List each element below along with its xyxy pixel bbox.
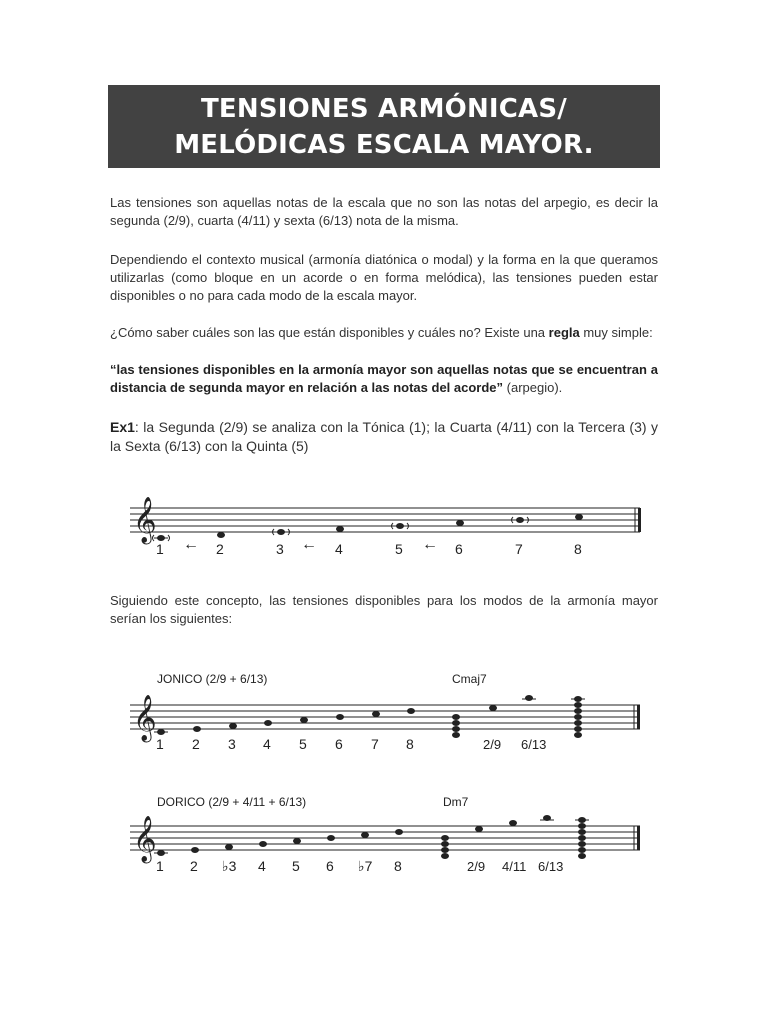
treble-clef-icon: 𝄞 (133, 696, 157, 740)
treble-clef-icon: 𝄞 (133, 817, 157, 861)
tension-label: 4/11 (502, 859, 527, 874)
scale-degree: 4 (335, 541, 343, 557)
paragraph-context: Dependiendo el contexto musical (armonía diatónica o modal) y la forma en la que queramos utilizarlas (como bloque en un acorde o en forma melódica), las tensiones pueden estar disponibles o no para cada modo de la escala mayor. (110, 252, 658, 303)
title-line-2: MELÓDICAS ESCALA MAYOR. (174, 129, 594, 160)
scale-degree: 4 (258, 858, 266, 874)
example-text: : la Segunda (2/9) se analiza con la Tónica (1); la Cuarta (4/11) con la Tercera (3) y la Sexta (6/13) con la Quinta (5) (110, 419, 658, 454)
scale-degree: 5 (292, 858, 300, 874)
staff-dorico (0, 790, 768, 885)
scale-degree: 1 (156, 736, 164, 752)
arrow-left-icon: ← (301, 536, 317, 553)
arrow-left-icon: ← (183, 536, 199, 553)
tension-label: 2/9 (483, 737, 502, 752)
paragraph-rule (110, 361, 658, 397)
rule-end: (arpegio). (503, 380, 563, 395)
paragraph-question (110, 324, 658, 342)
tension-label: 6/13 (538, 859, 564, 874)
scale-degree: 2 (216, 541, 224, 557)
scale-degree: 8 (406, 736, 414, 752)
question-bold: regla (548, 325, 580, 340)
scale-degree: 5 (395, 541, 403, 557)
scale-degree: 4 (263, 736, 271, 752)
question-end: muy simple: (579, 325, 653, 340)
paragraph-intro: Las tensiones son aquellas notas de la escala que no son las notas del arpegio, es decir la segunda (2/9), cuarta (4/11) y sexta (6/13) nota de la misma. (110, 195, 658, 228)
mode-label-jonico: JONICO (2/9 + 6/13) (157, 672, 268, 686)
scale-degree: ♭3 (222, 858, 237, 874)
scale-degree: 8 (394, 858, 402, 874)
scale-degree: 5 (299, 736, 307, 752)
paragraph-modes: Siguiendo este concepto, las tensiones disponibles para los modos de la armonía mayor serían los siguientes: (110, 593, 658, 626)
chord-symbol-dm7: Dm7 (443, 795, 469, 809)
document-title (108, 85, 660, 168)
rule-bold: “las tensiones disponibles en la armonía mayor son aquellas notas que se encuentran a distancia de segunda mayor en relación a las notas del acorde” (110, 362, 658, 395)
scale-degree: 3 (276, 541, 284, 557)
scale-degree: 7 (515, 541, 523, 557)
example-label: Ex1 (110, 419, 135, 435)
scale-degree: 7 (371, 736, 379, 752)
paragraph-example (110, 418, 658, 456)
scale-degree: 6 (455, 541, 463, 557)
mode-label-dorico: DORICO (2/9 + 4/11 + 6/13) (157, 795, 307, 809)
scale-degree: ♭7 (358, 858, 373, 874)
scale-degree: 2 (192, 736, 200, 752)
scale-degree: 6 (335, 736, 343, 752)
staff-jonico (0, 665, 768, 755)
scale-degree: 2 (190, 858, 198, 874)
treble-clef-icon: 𝄞 (133, 498, 157, 542)
tension-label: 6/13 (521, 737, 547, 752)
tension-label: 2/9 (467, 859, 486, 874)
scale-degree: 6 (326, 858, 334, 874)
scale-degree: 8 (574, 541, 582, 557)
scale-degree: 3 (228, 736, 236, 752)
chord-symbol-cmaj7: Cmaj7 (452, 672, 487, 686)
scale-degree: 1 (156, 541, 164, 557)
scale-degree: 1 (156, 858, 164, 874)
arrow-left-icon: ← (422, 536, 438, 553)
question-text: ¿Cómo saber cuáles son las que están disponibles y cuáles no? Existe una (110, 325, 549, 340)
title-line-1: TENSIONES ARMÓNICAS/ (200, 93, 568, 124)
staff-scale-example (0, 480, 768, 565)
